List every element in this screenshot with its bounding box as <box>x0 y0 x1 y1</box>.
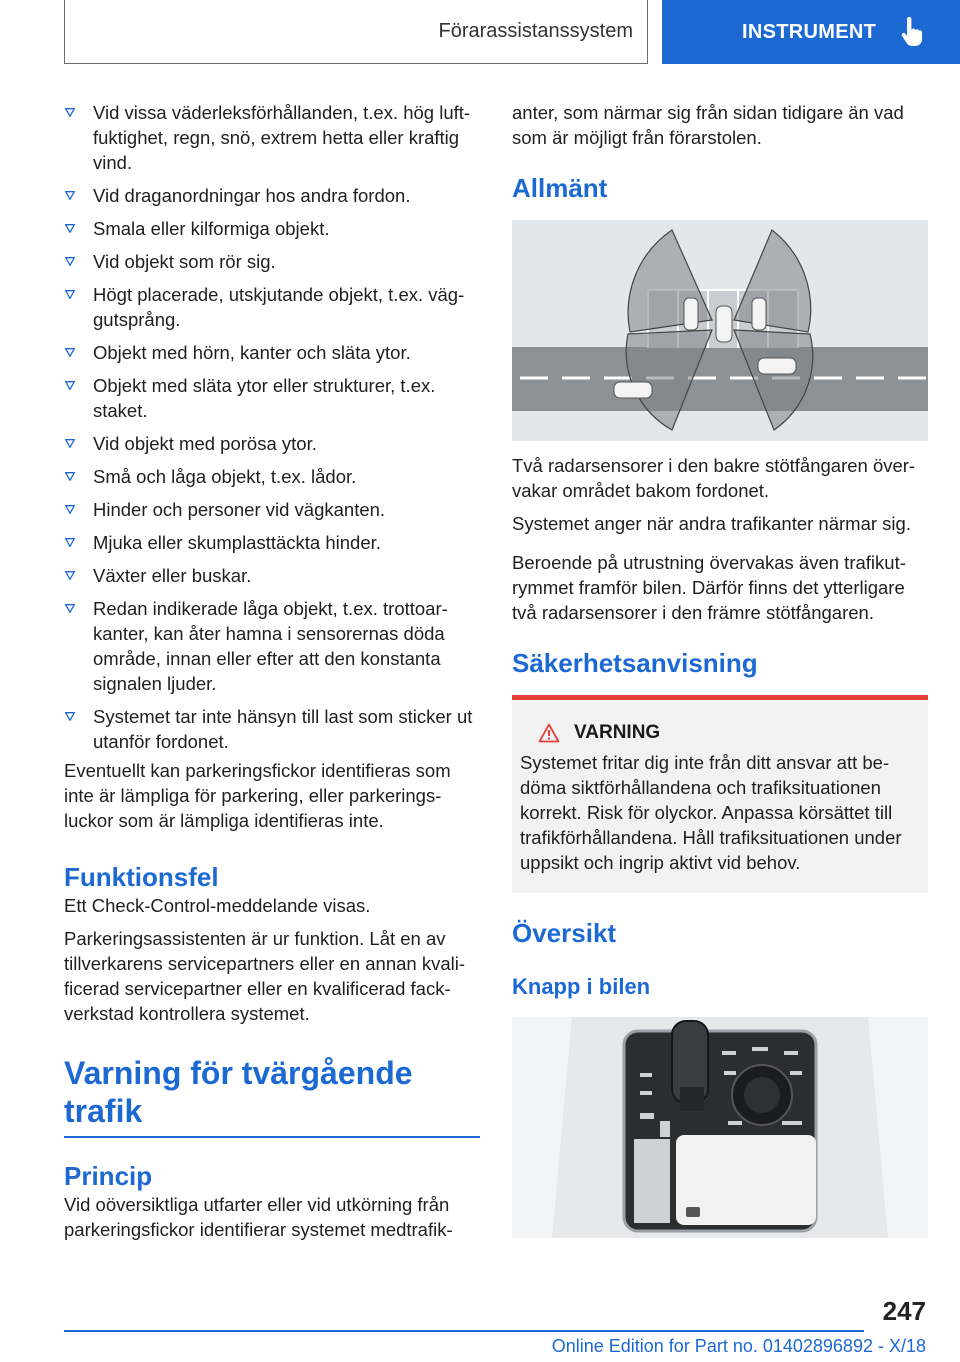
safety-heading: Säkerhetsanvisning <box>512 648 758 678</box>
chapter-heading: Varning för tvärgående trafik <box>64 1055 413 1129</box>
list-item: Mjuka eller skumplasttäckta hinder. <box>64 530 480 555</box>
list-item: Vid objekt som rör sig. <box>64 249 480 274</box>
funktionsfel-heading: Funktionsfel <box>64 862 219 892</box>
allmant-text-3: Beroende på utrustning övervakas även trafikut-rymmet framför bilen. Därför finns det ytterligare två radarsensorer i den främre stötfångaren. <box>512 552 906 623</box>
funktionsfel-text-2: Parkeringsassistenten är ur funktion. Låt en av tillverkarens servicepartners eller en annan kvali-ficerad servicepartner eller en kvalificerad fack-verkstad kontrollera systemet. <box>64 928 466 1024</box>
page-number: 247 <box>882 1296 926 1326</box>
header-chapter-title: INSTRUMENT <box>742 20 877 43</box>
oversikt-heading: Översikt <box>512 918 617 948</box>
warning-box <box>512 695 928 893</box>
footer-rule <box>64 1330 864 1332</box>
triangle-bullet-icon <box>65 381 75 390</box>
header-section-box <box>64 0 648 64</box>
triangle-bullet-icon <box>65 571 75 580</box>
knapp-heading: Knapp i bilen <box>512 974 651 999</box>
limitations-list <box>64 100 480 754</box>
parking-detection-note: Eventuellt kan parkeringsfickor identifieras som inte är lämpliga för parkering, eller parkerings-luckor som är lämpliga identifieras inte. <box>64 760 451 831</box>
triangle-bullet-icon <box>65 191 75 200</box>
funktionsfel-text-1: Ett Check-Control-meddelande visas. <box>64 895 371 916</box>
center-console-photo <box>512 1017 928 1238</box>
header-chapter-tab[interactable] <box>662 0 960 64</box>
triangle-bullet-icon <box>65 290 75 299</box>
hand-pointer-icon <box>898 17 924 47</box>
list-item: Smala eller kilformiga objekt. <box>64 216 480 241</box>
list-item: Redan indikerade låga objekt, t.ex. trottoar-kanter, kan åter hamna i sensorernas döda område, innan eller efter att den konstanta signalen ljuder. <box>64 596 480 696</box>
princip-text-continued: anter, som närmar sig från sidan tidigare än vad som är möjligt från förarstolen. <box>512 102 904 148</box>
triangle-bullet-icon <box>65 348 75 357</box>
cross-traffic-illustration <box>512 220 928 441</box>
footer-edition-text: Online Edition for Part no. 01402896892 - X/18 <box>551 1336 926 1356</box>
list-item: Objekt med hörn, kanter och släta ytor. <box>64 340 480 365</box>
triangle-bullet-icon <box>65 439 75 448</box>
triangle-bullet-icon <box>65 472 75 481</box>
triangle-bullet-icon <box>65 538 75 547</box>
list-item: Vid draganordningar hos andra fordon. <box>64 183 480 208</box>
header-section-title: Förarassistanssystem <box>438 20 633 42</box>
list-item: Objekt med släta ytor eller strukturer, t.ex. staket. <box>64 373 480 423</box>
triangle-bullet-icon <box>65 257 75 266</box>
triangle-bullet-icon <box>65 108 75 117</box>
list-item: Små och låga objekt, t.ex. lådor. <box>64 464 480 489</box>
triangle-bullet-icon <box>65 712 75 721</box>
warning-triangle-icon <box>538 723 560 743</box>
princip-heading: Princip <box>64 1160 153 1191</box>
allmant-heading: Allmänt <box>512 173 608 203</box>
radar-zones-diagram <box>512 220 928 441</box>
list-item: Växter eller buskar. <box>64 563 480 588</box>
allmant-text-2: Systemet anger när andra trafikanter närmar sig. <box>512 513 911 534</box>
warning-header <box>520 722 916 744</box>
left-column <box>64 100 480 1250</box>
triangle-bullet-icon <box>65 604 75 613</box>
list-item: Högt placerade, utskjutande objekt, t.ex. väg-gutsprång. <box>64 282 480 332</box>
center-console-drawing <box>512 1017 928 1238</box>
list-item: Systemet tar inte hänsyn till last som sticker ut utanför fordonet. <box>64 704 480 754</box>
princip-text: Vid oöversiktliga utfarter eller vid utkörning från parkeringsfickor identifierar systemet medtrafik- <box>64 1193 453 1240</box>
allmant-text-1: Två radarsensorer i den bakre stötfångaren över-vakar området bakom fordonet. <box>512 455 916 501</box>
list-item: Vid objekt med porösa ytor. <box>64 431 480 456</box>
list-item: Vid vissa väderleksförhållanden, t.ex. hög luft-fuktighet, regn, snö, extrem hetta eller kraftig vind. <box>64 100 480 175</box>
chapter-heading-rule <box>64 1136 480 1138</box>
warning-text: Systemet fritar dig inte från ditt ansvar att be-döma siktförhållandena och trafiksituationen korrekt. Risk för olyckor. Anpassa körsättet till trafikförhållandena. Håll trafiksituationen under uppsikt och ingrip aktivt vid behov. <box>520 752 902 873</box>
right-column <box>512 100 928 1238</box>
list-item: Hinder och personer vid vägkanten. <box>64 497 480 522</box>
warning-title: VARNING <box>574 722 661 743</box>
triangle-bullet-icon <box>65 224 75 233</box>
triangle-bullet-icon <box>65 505 75 514</box>
